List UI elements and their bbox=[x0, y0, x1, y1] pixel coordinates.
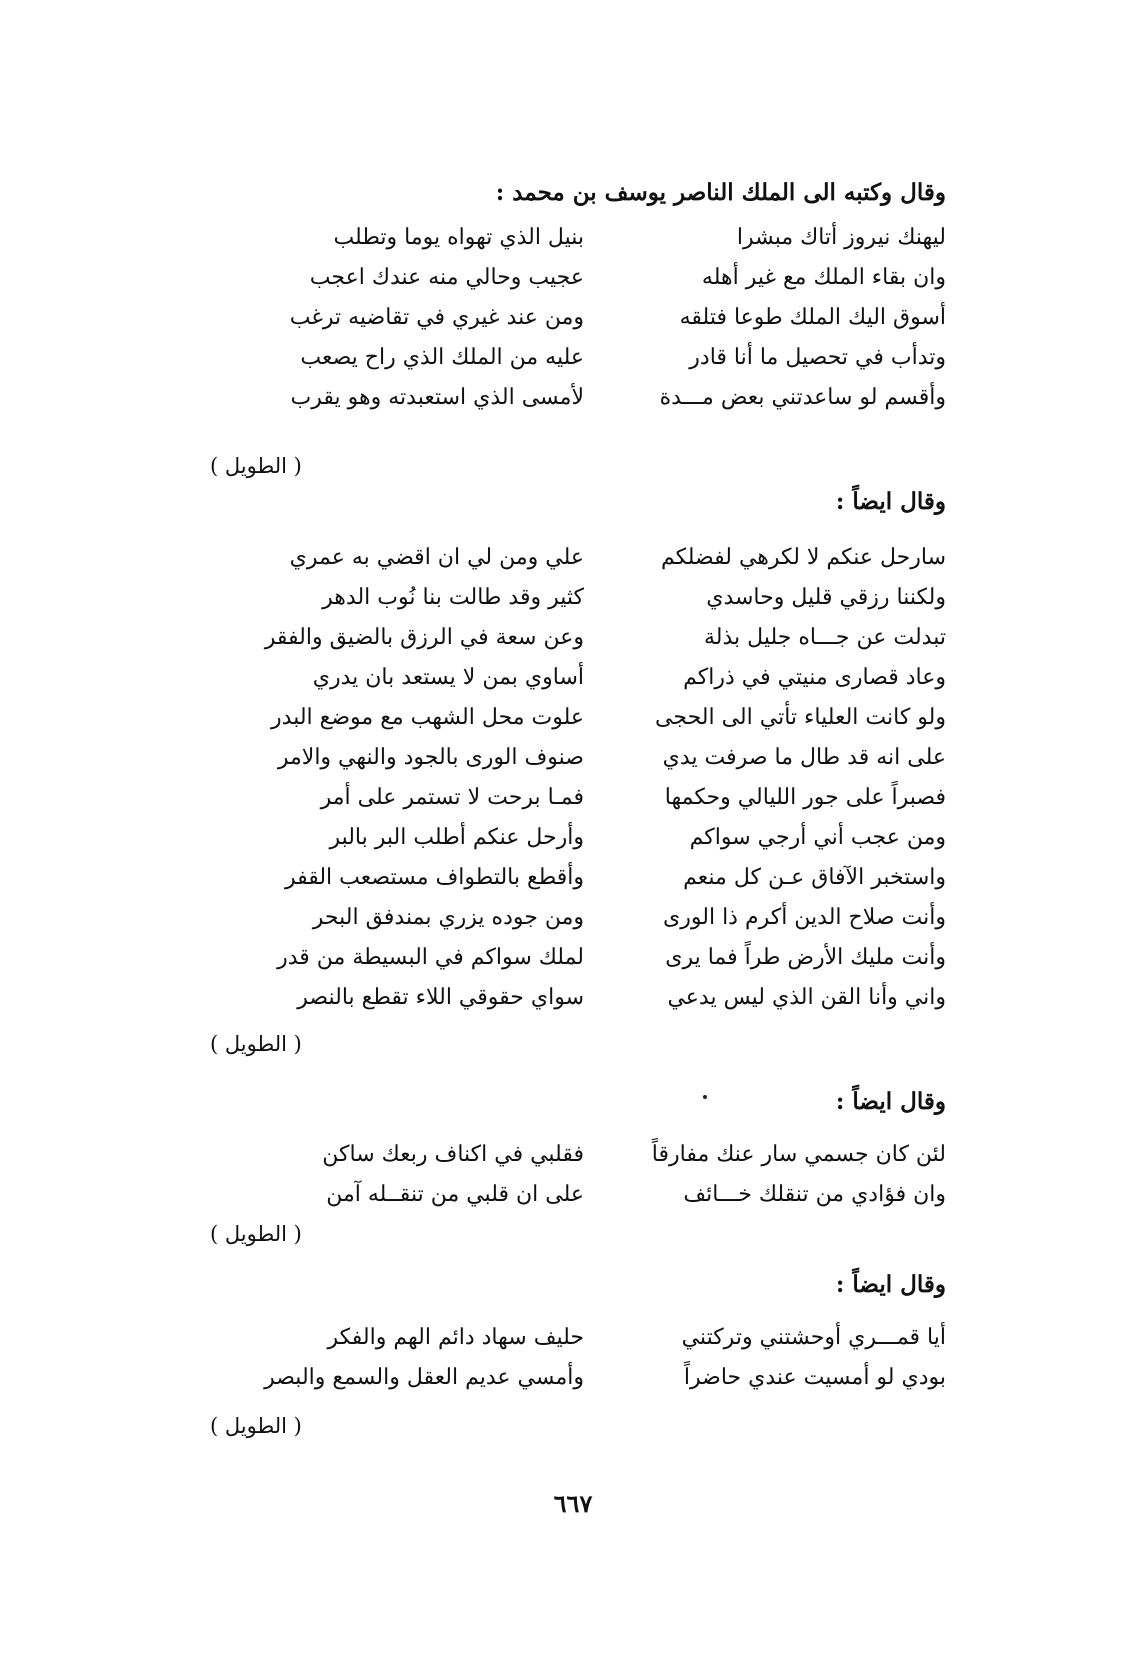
first-hemistich: وتدأب في تحصيل ما أنا قادر bbox=[689, 345, 946, 370]
first-hemistich: ولكننا رزقي قليل وحاسدي bbox=[706, 585, 946, 610]
verse-line bbox=[200, 538, 946, 578]
first-hemistich: فصبراً على جور الليالي وحكمها bbox=[664, 785, 946, 810]
poem-intro: وقال وكتبه الى الملك الناصر يوسف بن محمد : bbox=[495, 179, 946, 206]
verse-line bbox=[200, 658, 946, 698]
second-hemistich: وأقطع بالتطواف مستصعب القفر bbox=[284, 865, 584, 890]
first-hemistich: واني وأنا القن الذي ليس يدعي bbox=[667, 985, 946, 1010]
verse-line bbox=[200, 618, 946, 658]
second-hemistich: كثير وقد طالت بنا نُوب الدهر bbox=[322, 585, 584, 610]
verse-line bbox=[200, 578, 946, 618]
second-hemistich: وأمسي عديم العقل والسمع والبصر bbox=[264, 1365, 584, 1390]
verse-line bbox=[200, 738, 946, 778]
second-hemistich: لملك سواكم في البسيطة من قدر bbox=[277, 945, 584, 970]
second-hemistich: بنيل الذي تهواه يوما وتطلب bbox=[333, 225, 584, 250]
verse-line bbox=[200, 1175, 946, 1215]
first-hemistich: وان فؤادي من تنقلك خـــائف bbox=[683, 1182, 946, 1207]
first-hemistich: ليهنك نيروز أتاك مبشرا bbox=[736, 225, 946, 250]
verse-line bbox=[200, 1318, 946, 1358]
first-hemistich: على انه قد طال ما صرفت يدي bbox=[662, 745, 946, 770]
verse-line bbox=[200, 338, 946, 378]
meter-label: ( الطويل ) bbox=[210, 1222, 302, 1246]
second-hemistich: أساوي بمن لا يستعد بان يدري bbox=[312, 665, 584, 690]
second-hemistich: عجيب وحالي منه عندك اعجب bbox=[309, 265, 584, 290]
second-hemistich: صنوف الورى بالجود والنهي والامر bbox=[277, 745, 584, 770]
verse-line bbox=[200, 1358, 946, 1398]
first-hemistich: بودي لو أمسيت عندي حاضراً bbox=[683, 1365, 946, 1390]
poem-intro: وقال ايضاً : bbox=[835, 1271, 946, 1298]
verse-line bbox=[200, 778, 946, 818]
second-hemistich: علي ومن لي ان اقضي به عمري bbox=[289, 545, 584, 570]
second-hemistich: لأمسى الذي استعبدته وهو يقرب bbox=[290, 385, 584, 410]
second-hemistich: وأرحل عنكم أطلب البر بالبر bbox=[329, 825, 584, 850]
verse-line bbox=[200, 818, 946, 858]
verse-line bbox=[200, 258, 946, 298]
first-hemistich: أيا قمـــري أوحشتني وتركتني bbox=[681, 1325, 946, 1350]
poem-block bbox=[200, 218, 946, 418]
verse-line bbox=[200, 218, 946, 258]
second-hemistich: علوت محل الشهب مع موضع البدر bbox=[271, 705, 584, 730]
first-hemistich: وأنت مليك الأرض طراً فما يرى bbox=[665, 945, 946, 970]
meter-label: ( الطويل ) bbox=[210, 1032, 302, 1056]
first-hemistich: واستخبر الآفاق عـن كل منعم bbox=[683, 865, 946, 890]
poem-block bbox=[200, 1318, 946, 1398]
first-hemistich: تبدلت عن جـــاه جليل بذلة bbox=[704, 625, 946, 650]
second-hemistich: على ان قلبي من تنقــله آمن bbox=[326, 1182, 584, 1207]
first-hemistich: ومن عجب أني أرجي سواكم bbox=[689, 825, 946, 850]
page-number: ٦٦٧ bbox=[553, 1489, 593, 1518]
second-hemistich: وعن سعة في الرزق بالضيق والفقر bbox=[264, 625, 584, 650]
poem-block bbox=[200, 538, 946, 1018]
second-hemistich: فقلبي في اكناف ربعك ساكن bbox=[322, 1142, 584, 1167]
verse-line bbox=[200, 298, 946, 338]
meter-label: ( الطويل ) bbox=[210, 1414, 302, 1438]
verse-line bbox=[200, 698, 946, 738]
first-hemistich: أسوق اليك الملك طوعا فتلقه bbox=[679, 305, 946, 330]
second-hemistich: ومن عند غيري في تقاضيه ترغب bbox=[289, 305, 584, 330]
poem-block bbox=[200, 1135, 946, 1215]
first-hemistich: ولو كانت العلياء تأتي الى الحجى bbox=[655, 705, 946, 730]
second-hemistich: عليه من الملك الذي راح يصعب bbox=[300, 345, 584, 370]
second-hemistich: حليف سهاد دائم الهم والفكر bbox=[327, 1325, 584, 1350]
verse-line bbox=[200, 978, 946, 1018]
meter-label: ( الطويل ) bbox=[210, 454, 302, 478]
verse-line bbox=[200, 378, 946, 418]
first-hemistich: لئن كان جسمي سار عنك مفارقاً bbox=[651, 1142, 946, 1167]
poem-intro: وقال ايضاً : bbox=[835, 1088, 946, 1115]
verse-line bbox=[200, 898, 946, 938]
second-hemistich: فمـا برحت لا تستمر على أمر bbox=[320, 785, 584, 810]
first-hemistich: وأنت صلاح الدين أكرم ذا الورى bbox=[663, 905, 946, 930]
first-hemistich: وان بقاء الملك مع غير أهله bbox=[701, 265, 946, 290]
second-hemistich: ومن جوده يزري بمندفق البحر bbox=[312, 905, 584, 930]
poem-intro: وقال ايضاً : bbox=[835, 488, 946, 515]
verse-line bbox=[200, 1135, 946, 1175]
first-hemistich: وعاد قصارى منيتي في ذراكم bbox=[683, 665, 946, 690]
second-hemistich: سواي حقوقي اللاء تقطع بالنصر bbox=[297, 985, 584, 1010]
first-hemistich: وأقسم لو ساعدتني بعض مـــدة bbox=[659, 385, 946, 410]
first-hemistich: سارحل عنكم لا لكرهي لفضلكم bbox=[660, 545, 946, 570]
verse-line bbox=[200, 858, 946, 898]
verse-line bbox=[200, 938, 946, 978]
